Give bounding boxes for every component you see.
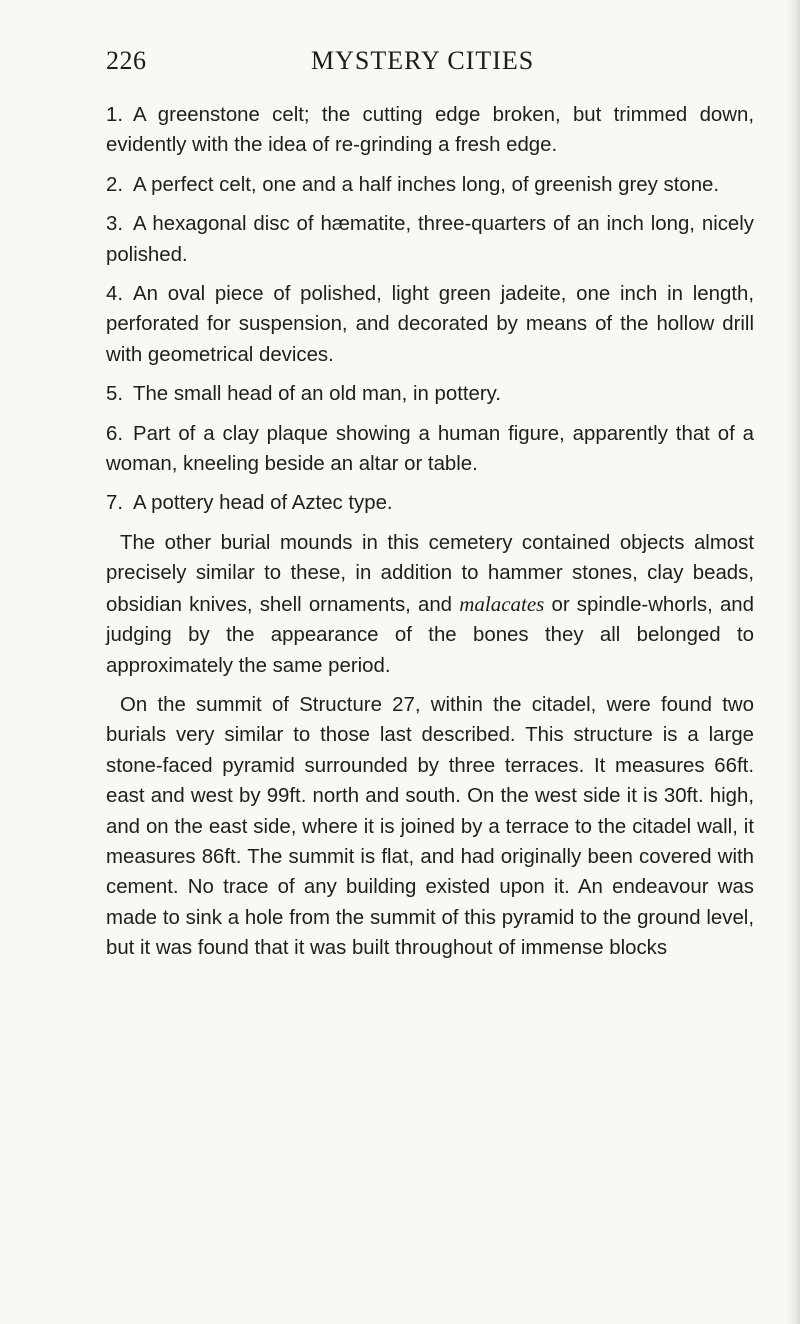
item-text: A pottery head of Aztec type. <box>133 492 393 515</box>
running-head <box>106 46 722 86</box>
item-number: 5. <box>106 383 124 406</box>
item-text: Part of a clay plaque showing a human figure, apparently that of a woman, kneeling beside an altar or table. <box>106 422 754 476</box>
item-number: 7. <box>106 492 124 515</box>
list-item <box>106 209 754 270</box>
paragraph-text: or spindle-whorls, and judging by the appearance of the bones they all belonged to approximately the same period. <box>106 593 754 677</box>
book-title: MYSTERY CITIES <box>311 46 535 75</box>
italic-term: malacates <box>459 591 545 616</box>
list-item <box>106 379 754 409</box>
paragraph-structure-27: On the summit of Structure 27, within the citadel, were found two burials very similar to those last described. This structure is a large stone-faced pyramid surrounded by three terraces. It measures 66ft. east and west by 99ft. north and south. On the west side it is 30ft. high, and on the east side, where it is joined by a terrace to the citadel wall, it measures 86ft. The summit is flat, and had originally been covered with cement. No trace of any building existed upon it. An endeavour was made to sink a hole from the summit of this pyramid to the ground level, but it was found that it was built throughout of immense blocks <box>106 693 754 960</box>
item-text: A hexagonal disc of hæmatite, three-quarters of an inch long, nicely polished. <box>106 213 754 266</box>
list-item <box>106 419 754 480</box>
item-number: 3. <box>106 213 124 236</box>
page-number: 226 <box>106 46 147 75</box>
item-text: A perfect celt, one and a half inches long, of greenish grey stone. <box>133 173 720 196</box>
list-item <box>106 488 754 518</box>
body-text <box>106 100 754 964</box>
list-item <box>106 100 754 161</box>
paragraph-text: The other burial mounds in this cemetery contained objects almost precisely similar to these, in addition to hammer stones, clay beads, obsidian knives, shell ornaments, and <box>106 531 754 616</box>
item-text: An oval piece of polished, light green jadeite, one inch in length, perforated for suspension, and decorated by means of the hollow drill with geometrical devices. <box>106 283 754 366</box>
paragraph-burial-mounds <box>106 528 754 681</box>
item-number: 4. <box>106 283 124 306</box>
page-edge-shadow <box>786 0 800 1324</box>
item-number: 1. <box>106 104 124 126</box>
list-item <box>106 279 754 370</box>
list-item <box>106 170 754 200</box>
item-number: 6. <box>106 422 124 445</box>
item-text: The small head of an old man, in pottery. <box>133 383 502 406</box>
item-number: 2. <box>106 173 124 196</box>
item-text: A greenstone celt; the cutting edge broken, but trimmed down, evidently with the idea of re-grinding a fresh edge. <box>106 104 754 157</box>
